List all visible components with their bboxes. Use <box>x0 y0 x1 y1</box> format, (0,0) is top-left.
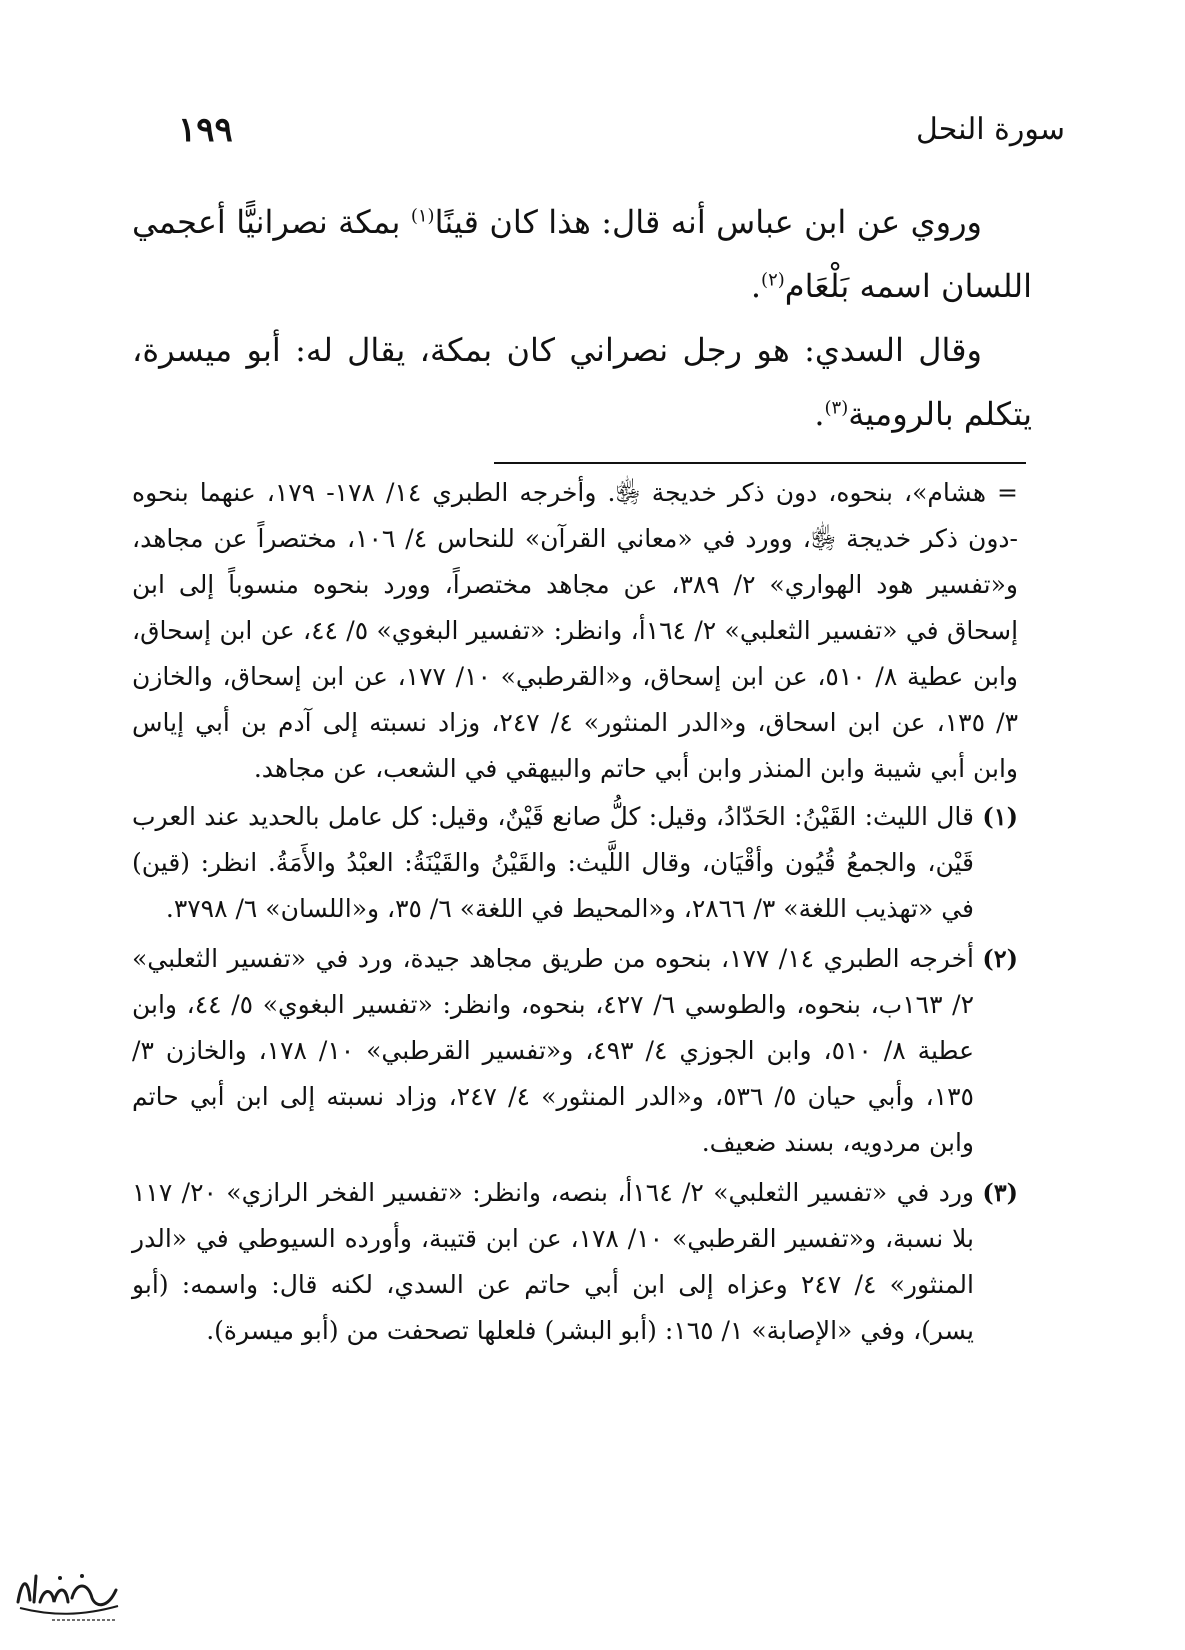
footnote-2 <box>132 936 1018 1166</box>
footnote-text: أخرجه الطبري ١٤/ ١٧٧، بنحوه من طريق مجاهد جيدة، ورد في «تفسير الثعلبي» ٢/ ١٦٣ب، بنحوه، والطوسي ٦/ ٤٢٧، بنحوه، وانظر: «تفسير البغوي» ٥/ ٤٤، وابن عطية ٨/ ٥١٠، وابن الجوزي ٤/ ٤٩٣، و«تفسير القرطبي» ١٠/ ١٧٨، والخازن ٣/ ١٣٥، وأبي حيان ٥/ ٥٣٦، و«الدر المنثور» ٤/ ٢٤٧، وزاد نسبته إلى ابن أبي حاتم وابن مردويه، بسند ضعيف. <box>132 944 975 1157</box>
page-header <box>170 100 1065 160</box>
main-text <box>132 190 1032 446</box>
footnote-continuation: = هشام»، بنحوه، دون ذكر خديجة ﵂. وأخرجه الطبري ١٤/ ١٧٨- ١٧٩، عنهما بنحوه -دون ذكر خديجة ﵂، وورد في «معاني القرآن» للنحاس ٤/ ١٠٦، مختصراً عن مجاهد، و«تفسير هود الهواري» ٢/ ٣٨٩، عن مجاهد مختصراً، وورد بنحوه منسوباً إلى ابن إسحاق في «تفسير الثعلبي» ٢/ ١٦٤أ، وانظر: «تفسير البغوي» ٥/ ٤٤، عن ابن إسحاق، وابن عطية ٨/ ٥١٠، عن ابن إسحاق، و«القرطبي» ١٠/ ١٧٧، عن ابن إسحاق، والخازن ٣/ ١٣٥، عن ابن اسحاق، و«الدر المنثور» ٤/ ٢٤٧، وزاد نسبته إلى آدم بن أبي إياس وابن أبي شيبة وابن المنذر وابن أبي حاتم والبيهقي في الشعب، عن مجاهد. <box>132 478 1019 783</box>
footnote-ref-1: (١) <box>410 205 435 227</box>
calligraphy-logo-icon <box>12 1568 124 1628</box>
publisher-logo <box>12 1568 124 1628</box>
footnote-1 <box>132 794 1018 932</box>
footnote-text: ورد في «تفسير الثعلبي» ٢/ ١٦٤أ، بنصه، وانظر: «تفسير الفخر الرازي» ٢٠/ ١١٧ بلا نسبة، و«تفسير القرطبي» ١٠/ ١٧٨، عن ابن قتيبة، وأورده السيوطي في «الدر المنثور» ٤/ ٢٤٧ وعزاه إلى ابن أبي حاتم عن السدي، لكنه قال: واسمه: (أبو يسر)، وفي «الإصابة» ١/ ١٦٥: (أبو البشر) فلعلها تصحفت من (أبو ميسرة). <box>132 1178 974 1345</box>
footnote-3 <box>132 1170 1018 1354</box>
footnotes <box>132 470 1018 1358</box>
footnote-ref-2: (٢) <box>761 269 785 291</box>
main-paragraph-2: وقال السدي: هو رجل نصراني كان بمكة، يقال له: أبو ميسرة، يتكلم بالرومية$^{(٣)}$. <box>132 331 1032 433</box>
footnote-number: (٣) <box>982 1178 1018 1207</box>
main-paragraph-1: وروي عن ابن عباس أنه قال: هذا كان قينًا$^{(١)}$ بمكة نصرانيًّا أعجمي اللسان اسمه بَلْعَام$^{(٢)}$. <box>132 203 1032 305</box>
footnote-number: (٢) <box>982 944 1018 973</box>
footnote-text: قال الليث: القَيْنُ: الحَدّادُ، وقيل: كلُّ صانع قَيْنٌ، وقيل: كل عامل بالحديد عند العرب قَيْن، والجمعُ قُيُون وأقْيَان، وقال اللَّيث: والقَيْنُ والقَيْنَةُ: العبْدُ والأَمَةُ. انظر: (قين) في «تهذيب اللغة» ٣/ ٢٨٦٦، و«المحيط في اللغة» ٦/ ٣٥، و«اللسان» ٦/ ٣٧٩٨. <box>132 802 974 923</box>
page-number: ١٩٩ <box>178 110 233 150</box>
footnote-number: (١) <box>982 802 1018 831</box>
footnote-separator <box>494 462 1026 464</box>
surah-title: سورة النحل <box>916 112 1065 147</box>
footnote-ref-3: (٣) <box>824 397 849 419</box>
